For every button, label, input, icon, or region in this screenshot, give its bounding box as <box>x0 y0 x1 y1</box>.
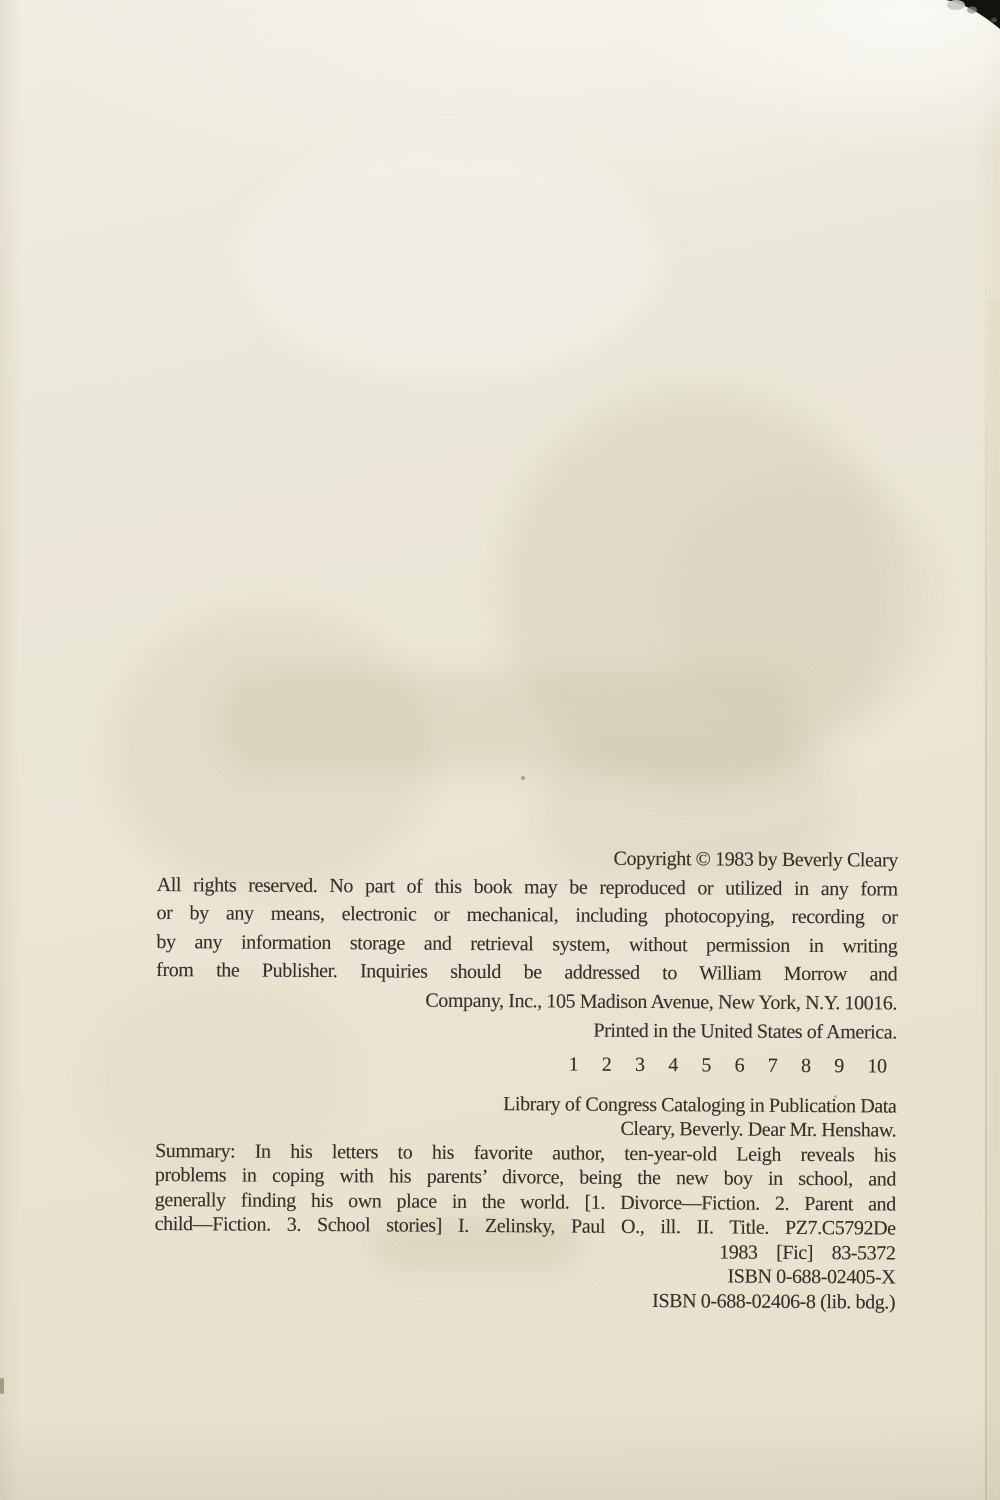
show-through-highlight <box>240 140 660 380</box>
summary-line: problems in coping with his parents’ divorce, being the new boy in school, and <box>154 1164 897 1191</box>
show-through-smudge <box>660 470 940 730</box>
show-through-title-band <box>220 672 800 772</box>
summary-line: generally finding his own place in the world. [1. Divorce—Fiction. 2. Parent and <box>154 1188 896 1216</box>
copyright-text-block <box>154 842 898 1315</box>
page-edge-strip <box>987 300 1000 1500</box>
address-line: Company, Inc., 105 Madison Avenue, New York, N.Y. 10016. <box>425 989 898 1015</box>
printed-in-usa-line: Printed in the United States of America. <box>593 1019 897 1044</box>
library-of-congress-block <box>154 1090 896 1315</box>
printing-run-numbers: 1 2 3 4 5 6 7 8 9 10 <box>568 1053 887 1078</box>
page-corner-shadow <box>936 0 1000 34</box>
copyright-line: Copyright © 1983 by Beverly Cleary <box>613 847 898 872</box>
isbn-trade-line: ISBN 0-688-02405-X <box>727 1265 896 1289</box>
summary-line: Summary: In his letters to his favorite author, ten-year-old Leigh reveals his <box>155 1139 897 1167</box>
dust-speck <box>0 1378 4 1394</box>
rights-line: by any information storage and retrieval system, without permission in writing <box>156 930 898 958</box>
show-through-smudge <box>500 390 900 790</box>
dust-speck <box>521 776 525 780</box>
loc-author-title-line: Cleary, Beverly. Dear Mr. Henshaw. <box>620 1118 897 1142</box>
rights-line: All rights reserved. No part of this book may be reproduced or utilized in any form <box>156 873 898 901</box>
copyright-paragraph <box>156 842 898 1081</box>
page-edge-crease <box>985 260 987 1500</box>
isbn-library-line: ISBN 0-688-02406-8 (lib. bdg.) <box>652 1289 896 1314</box>
rights-line: from the Publisher. Inquiries should be addressed to William Morrow and <box>156 959 898 986</box>
loc-heading: Library of Congress Cataloging in Publication Data <box>503 1092 897 1118</box>
rights-line: or by any means, electronic or mechanical, including photocopying, recording or <box>156 902 898 929</box>
catalog-number-line: 1983 [Fic] 83-5372 <box>719 1241 896 1265</box>
summary-line: child—Fiction. 3. School stories] I. Zelinsky, Paul O., ill. II. Title. PZ7.C5792De <box>154 1213 896 1240</box>
